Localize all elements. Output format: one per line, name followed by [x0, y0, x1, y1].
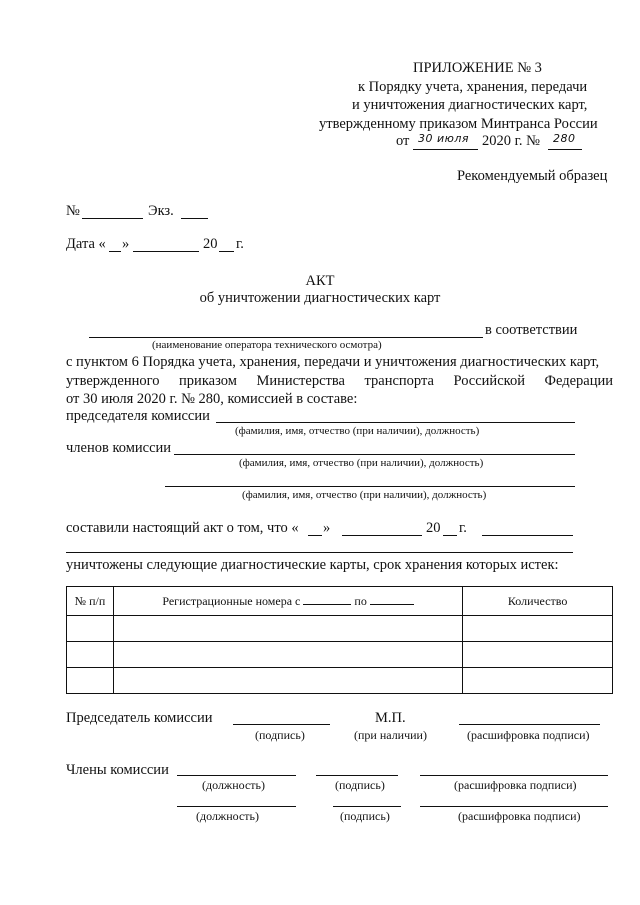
recommended-sample: Рекомендуемый образец [457, 168, 608, 184]
cell-number[interactable] [67, 616, 114, 642]
copy-label: Экз. [148, 203, 174, 219]
date-prefix: от [396, 133, 410, 149]
table-row[interactable] [67, 616, 613, 642]
header-line-1: к Порядку учета, хранения, передачи [358, 79, 588, 95]
member2-decoding-field[interactable] [420, 806, 608, 807]
date-underline [413, 149, 478, 150]
col-number-header: № п/п [67, 587, 114, 616]
act-quote-close: » [323, 520, 331, 536]
member2-position-field[interactable] [177, 806, 296, 807]
operator-name-field[interactable] [89, 337, 483, 338]
chairman-field[interactable] [216, 422, 575, 423]
chairman-caption: (фамилия, имя, отчество (при наличии), должность) [235, 425, 480, 437]
member2-position-caption: (должность) [196, 809, 259, 823]
act-year-prefix: 20 [426, 520, 441, 536]
member1-decoding-caption: (расшифровка подписи) [454, 778, 577, 792]
member2-signature-caption: (подпись) [340, 809, 390, 823]
member-field-2[interactable] [165, 486, 575, 487]
date-year-field[interactable] [219, 251, 234, 252]
paragraph-line-1: с пунктом 6 Порядка учета, хранения, передачи и уничтожения диагностических карт, [66, 354, 600, 370]
col-regnumbers-label: Регистрационные номера с [162, 593, 301, 608]
table-header-row [67, 587, 613, 616]
handwritten-date: 30 июля [418, 132, 470, 145]
paragraph-line-2: утвержденного приказом Министерства транспорта Российской Федерации [66, 373, 613, 389]
act-month-field[interactable] [342, 535, 422, 536]
member1-position-caption: (должность) [202, 778, 265, 792]
stamp-caption: (при наличии) [354, 728, 427, 742]
act-title: АКТ [305, 273, 335, 289]
date-year-prefix: 20 [203, 236, 218, 252]
paragraph-line-3: от 30 июля 2020 г. № 280, комиссией в составе: [66, 391, 358, 407]
members-label: членов комиссии [66, 440, 172, 456]
reg-from-field[interactable] [303, 594, 351, 605]
reg-to-field[interactable] [370, 594, 414, 605]
date-day-field[interactable] [109, 251, 121, 252]
cell-number[interactable] [67, 642, 114, 668]
cell-quantity[interactable] [463, 642, 613, 668]
act-day-field[interactable] [308, 535, 322, 536]
cards-table [66, 586, 613, 694]
member1-decoding-field[interactable] [420, 775, 608, 776]
date-year-suffix: г. [236, 236, 244, 252]
date-label: Дата « [66, 236, 106, 252]
cell-quantity[interactable] [463, 668, 613, 694]
chairman-decoding-caption: (расшифровка подписи) [467, 728, 590, 742]
chairman-decoding-field[interactable] [459, 724, 600, 725]
chairman-signature-caption: (подпись) [255, 728, 305, 742]
in-accordance-text: в соответствии [485, 322, 578, 338]
member-caption-2: (фамилия, имя, отчество (при наличии), должность) [242, 489, 487, 501]
header-line-2: и уничтожения диагностических карт, [352, 97, 588, 113]
header-line-3: утвержденному приказом Минтранса России [319, 116, 598, 132]
act-statement: составили настоящий акт о том, что « [66, 520, 299, 536]
act-subtitle: об уничтожении диагностических карт [199, 290, 441, 306]
number-field[interactable] [82, 218, 143, 219]
table-row[interactable] [67, 642, 613, 668]
cell-regnumbers[interactable] [113, 642, 462, 668]
col-regnumbers-to: по [354, 593, 367, 608]
members-signature-label: Члены комиссии [66, 762, 169, 778]
appendix-title: ПРИЛОЖЕНИЕ № 3 [413, 60, 542, 76]
act-continuation-field[interactable] [66, 552, 573, 553]
act-extra-field[interactable] [482, 535, 573, 536]
col-quantity-header: Количество [463, 587, 613, 616]
member1-signature-field[interactable] [316, 775, 398, 776]
order-year: 2020 г. № [482, 133, 541, 149]
member2-signature-field[interactable] [333, 806, 401, 807]
cell-regnumbers[interactable] [113, 668, 462, 694]
handwritten-number: 280 [553, 132, 576, 145]
table-row[interactable] [67, 668, 613, 694]
member-field-1[interactable] [174, 454, 575, 455]
act-year-field[interactable] [443, 535, 457, 536]
col-regnumbers-header [113, 587, 462, 616]
member1-position-field[interactable] [177, 775, 296, 776]
member2-decoding-caption: (расшифровка подписи) [458, 809, 581, 823]
copy-field[interactable] [181, 218, 208, 219]
chairman-signature-field[interactable] [233, 724, 330, 725]
chairman-signature-label: Председатель комиссии [66, 710, 213, 726]
cell-quantity[interactable] [463, 616, 613, 642]
date-month-field[interactable] [133, 251, 199, 252]
chairman-label: председателя комиссии [66, 408, 210, 424]
number-underline [548, 149, 582, 150]
stamp-label: М.П. [375, 710, 406, 726]
cell-number[interactable] [67, 668, 114, 694]
number-label: № [66, 203, 80, 219]
cell-regnumbers[interactable] [113, 616, 462, 642]
act-year-suffix: г. [459, 520, 467, 536]
date-quote-close: » [122, 236, 130, 252]
member1-signature-caption: (подпись) [335, 778, 385, 792]
member-caption-1: (фамилия, имя, отчество (при наличии), должность) [239, 457, 484, 469]
destroyed-text: уничтожены следующие диагностические карты, срок хранения которых истек: [66, 557, 559, 573]
operator-caption: (наименование оператора технического осмотра) [152, 339, 382, 351]
